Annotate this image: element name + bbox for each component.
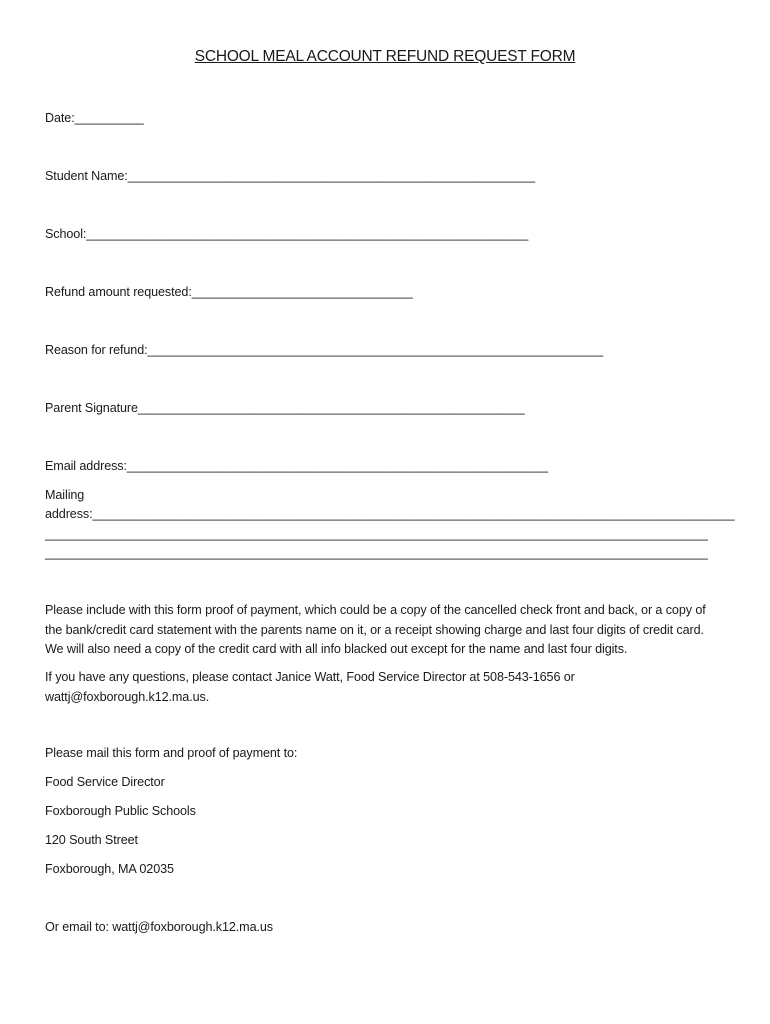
refund-amount-field[interactable]: Refund amount requested:________________________________ — [45, 285, 413, 299]
student-name-field[interactable]: Student Name:___________________________________________________________ — [45, 169, 536, 183]
form-title: SCHOOL MEAL ACCOUNT REFUND REQUEST FORM — [194, 48, 576, 65]
mailing-label: Mailing — [45, 488, 85, 502]
contact-paragraph: If you have any questions, please contact Janice Watt, Food Service Director at 508-543-1656 or wattj@foxborough.k12.ma.us. — [45, 670, 575, 704]
mailing-address-line-2[interactable]: ________________________________________________________________________________________________ — [45, 527, 708, 541]
email-address-field[interactable]: Email address:_____________________________________________________________ — [45, 459, 549, 473]
mailing-address-field[interactable]: address:_____________________________________________________________________________________________ — [45, 507, 735, 521]
address-line-1: Food Service Director — [45, 775, 165, 789]
proof-of-payment-paragraph: Please include with this form proof of payment, which could be a copy of the cancelled check front and back, or a copy of the bank/credit card statement with the parents name on it, or a receipt showing charge and last four digits of credit card. We will also need a copy of the credit card with all info blacked out except for the name and last four digits. — [45, 603, 706, 656]
address-line-4: Foxborough, MA 02035 — [45, 862, 174, 876]
mailing-address-line-3[interactable]: ________________________________________________________________________________________________ — [45, 546, 708, 560]
reason-field[interactable]: Reason for refund:__________________________________________________________________ — [45, 343, 604, 357]
address-line-3: 120 South Street — [45, 833, 138, 847]
parent-signature-field[interactable]: Parent Signature________________________________________________________ — [45, 401, 525, 415]
address-line-2: Foxborough Public Schools — [45, 804, 196, 818]
mail-intro: Please mail this form and proof of payment to: — [45, 746, 298, 760]
date-field[interactable]: Date:__________ — [45, 111, 144, 125]
school-field[interactable]: School:________________________________________________________________ — [45, 227, 529, 241]
email-alternative: Or email to: wattj@foxborough.k12.ma.us — [45, 920, 273, 934]
